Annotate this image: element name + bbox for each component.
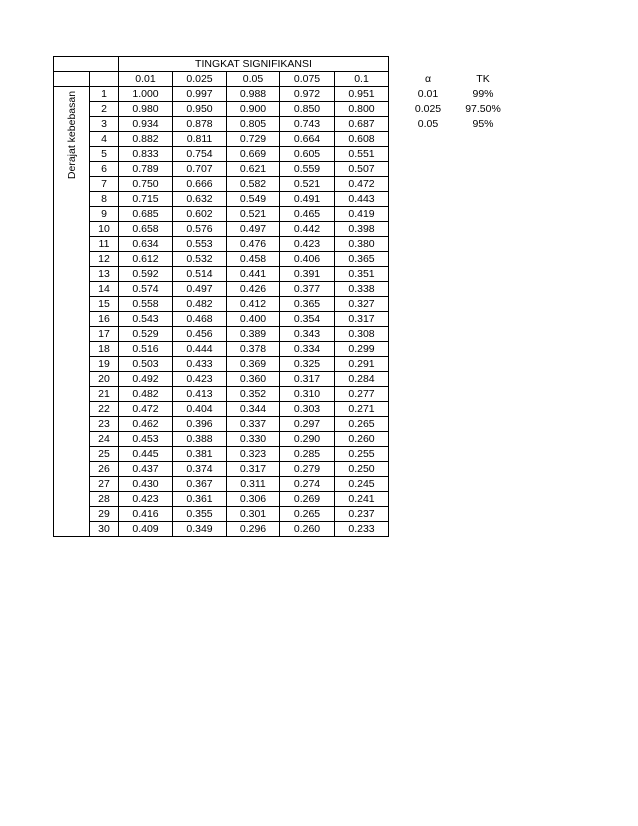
value-cell: 0.299	[335, 342, 389, 357]
value-cell: 0.789	[119, 162, 173, 177]
value-cell: 0.529	[119, 327, 173, 342]
alpha-header: α	[424, 73, 432, 85]
df-cell: 15	[90, 297, 119, 312]
value-cell: 0.241	[335, 492, 389, 507]
table-row	[54, 492, 389, 507]
value-cell: 0.497	[173, 282, 227, 297]
value-cell: 0.423	[280, 237, 335, 252]
significance-table	[53, 56, 389, 537]
value-cell: 0.354	[280, 312, 335, 327]
value-cell: 0.327	[335, 297, 389, 312]
value-cell: 0.296	[227, 522, 280, 537]
df-cell: 27	[90, 477, 119, 492]
value-cell: 0.301	[227, 507, 280, 522]
table-row	[54, 462, 389, 477]
df-cell: 29	[90, 507, 119, 522]
value-cell: 0.365	[280, 297, 335, 312]
value-cell: 0.516	[119, 342, 173, 357]
df-cell: 17	[90, 327, 119, 342]
table-row	[54, 507, 389, 522]
value-cell: 0.338	[335, 282, 389, 297]
value-cell: 0.472	[119, 402, 173, 417]
table-row	[54, 177, 389, 192]
value-cell: 0.453	[119, 432, 173, 447]
value-cell: 0.269	[280, 492, 335, 507]
value-cell: 0.271	[335, 402, 389, 417]
value-cell: 0.423	[173, 372, 227, 387]
df-cell: 7	[90, 177, 119, 192]
tk-value: 97.50%	[465, 103, 501, 115]
value-cell: 0.664	[280, 132, 335, 147]
value-cell: 0.634	[119, 237, 173, 252]
value-cell: 0.291	[335, 357, 389, 372]
value-cell: 0.400	[227, 312, 280, 327]
value-cell: 0.850	[280, 102, 335, 117]
value-cell: 0.988	[227, 87, 280, 102]
df-cell: 6	[90, 162, 119, 177]
value-cell: 0.279	[280, 462, 335, 477]
df-cell: 18	[90, 342, 119, 357]
value-cell: 0.462	[119, 417, 173, 432]
value-cell: 0.456	[173, 327, 227, 342]
value-cell: 0.355	[173, 507, 227, 522]
column-header: 0.05	[227, 72, 280, 87]
value-cell: 0.337	[227, 417, 280, 432]
df-cell: 25	[90, 447, 119, 462]
alpha-value: 0.025	[414, 103, 442, 115]
table-row	[54, 312, 389, 327]
value-cell: 0.605	[280, 147, 335, 162]
table-row	[54, 162, 389, 177]
value-cell: 0.426	[227, 282, 280, 297]
tk-value: 99%	[472, 88, 494, 100]
value-cell: 0.260	[280, 522, 335, 537]
confidence-table	[405, 72, 515, 132]
value-cell: 0.317	[227, 462, 280, 477]
value-cell: 0.612	[119, 252, 173, 267]
tk-value: 95%	[472, 118, 494, 130]
value-cell: 1.000	[119, 87, 173, 102]
value-cell: 0.444	[173, 342, 227, 357]
value-cell: 0.602	[173, 207, 227, 222]
value-cell: 0.805	[227, 117, 280, 132]
value-cell: 0.381	[173, 447, 227, 462]
table-row	[54, 477, 389, 492]
df-cell: 5	[90, 147, 119, 162]
value-cell: 0.951	[335, 87, 389, 102]
table-row	[54, 387, 389, 402]
table-row	[54, 522, 389, 537]
df-cell: 22	[90, 402, 119, 417]
value-cell: 0.800	[335, 102, 389, 117]
table-row	[54, 342, 389, 357]
value-cell: 0.532	[173, 252, 227, 267]
value-cell: 0.237	[335, 507, 389, 522]
value-cell: 0.666	[173, 177, 227, 192]
df-cell: 16	[90, 312, 119, 327]
value-cell: 0.233	[335, 522, 389, 537]
value-cell: 0.503	[119, 357, 173, 372]
table-row	[54, 357, 389, 372]
value-cell: 0.388	[173, 432, 227, 447]
value-cell: 0.416	[119, 507, 173, 522]
df-cell: 20	[90, 372, 119, 387]
table-row	[54, 102, 389, 117]
alpha-value: 0.05	[417, 118, 439, 130]
value-cell: 0.729	[227, 132, 280, 147]
value-cell: 0.284	[335, 372, 389, 387]
value-cell: 0.433	[173, 357, 227, 372]
value-cell: 0.260	[335, 432, 389, 447]
value-cell: 0.491	[280, 192, 335, 207]
table-title: TINGKAT SIGNIFIKANSI	[119, 57, 389, 72]
value-cell: 0.285	[280, 447, 335, 462]
value-cell: 0.406	[280, 252, 335, 267]
value-cell: 0.576	[173, 222, 227, 237]
value-cell: 0.743	[280, 117, 335, 132]
value-cell: 0.482	[173, 297, 227, 312]
table-row	[54, 372, 389, 387]
value-cell: 0.361	[173, 492, 227, 507]
value-cell: 0.543	[119, 312, 173, 327]
table-row	[54, 252, 389, 267]
df-cell: 8	[90, 192, 119, 207]
blank-cell	[54, 72, 90, 87]
value-cell: 0.980	[119, 102, 173, 117]
value-cell: 0.290	[280, 432, 335, 447]
value-cell: 0.380	[335, 237, 389, 252]
value-cell: 0.365	[335, 252, 389, 267]
blank-cell	[54, 57, 90, 72]
value-cell: 0.592	[119, 267, 173, 282]
value-cell: 0.669	[227, 147, 280, 162]
df-cell: 2	[90, 102, 119, 117]
value-cell: 0.413	[173, 387, 227, 402]
value-cell: 0.472	[335, 177, 389, 192]
blank-cell	[90, 72, 119, 87]
column-header: 0.01	[119, 72, 173, 87]
value-cell: 0.412	[227, 297, 280, 312]
value-cell: 0.389	[227, 327, 280, 342]
value-cell: 0.465	[280, 207, 335, 222]
value-cell: 0.507	[335, 162, 389, 177]
table-row	[54, 237, 389, 252]
table-row	[54, 267, 389, 282]
value-cell: 0.754	[173, 147, 227, 162]
value-cell: 0.882	[119, 132, 173, 147]
df-cell: 9	[90, 207, 119, 222]
df-cell: 21	[90, 387, 119, 402]
column-header: 0.075	[280, 72, 335, 87]
df-cell: 11	[90, 237, 119, 252]
value-cell: 0.658	[119, 222, 173, 237]
value-cell: 0.419	[335, 207, 389, 222]
side-header-row	[405, 72, 515, 87]
title-row	[54, 57, 389, 72]
table-row	[54, 297, 389, 312]
value-cell: 0.549	[227, 192, 280, 207]
value-cell: 0.310	[280, 387, 335, 402]
side-row	[405, 87, 515, 102]
value-cell: 0.391	[280, 267, 335, 282]
value-cell: 0.582	[227, 177, 280, 192]
value-cell: 0.325	[280, 357, 335, 372]
value-cell: 0.274	[280, 477, 335, 492]
table-row	[54, 282, 389, 297]
df-cell: 3	[90, 117, 119, 132]
df-cell: 28	[90, 492, 119, 507]
value-cell: 0.608	[335, 132, 389, 147]
value-cell: 0.715	[119, 192, 173, 207]
df-cell: 14	[90, 282, 119, 297]
table-row	[54, 327, 389, 342]
value-cell: 0.334	[280, 342, 335, 357]
table-row	[54, 87, 389, 102]
table-row	[54, 207, 389, 222]
tk-header: TK	[476, 73, 490, 85]
row-group-label-text: Derajat kebebasan	[65, 90, 78, 180]
value-cell: 0.458	[227, 252, 280, 267]
value-cell: 0.255	[335, 447, 389, 462]
value-cell: 0.374	[173, 462, 227, 477]
value-cell: 0.492	[119, 372, 173, 387]
value-cell: 0.344	[227, 402, 280, 417]
value-cell: 0.574	[119, 282, 173, 297]
df-cell: 24	[90, 432, 119, 447]
value-cell: 0.997	[173, 87, 227, 102]
value-cell: 0.245	[335, 477, 389, 492]
value-cell: 0.476	[227, 237, 280, 252]
value-cell: 0.265	[335, 417, 389, 432]
value-cell: 0.482	[119, 387, 173, 402]
table-row	[54, 132, 389, 147]
blank-cell	[90, 57, 119, 72]
value-cell: 0.972	[280, 87, 335, 102]
value-cell: 0.352	[227, 387, 280, 402]
value-cell: 0.317	[335, 312, 389, 327]
value-cell: 0.468	[173, 312, 227, 327]
value-cell: 0.360	[227, 372, 280, 387]
value-cell: 0.409	[119, 522, 173, 537]
df-cell: 23	[90, 417, 119, 432]
value-cell: 0.442	[280, 222, 335, 237]
value-cell: 0.308	[335, 327, 389, 342]
table-row	[54, 447, 389, 462]
table-row	[54, 147, 389, 162]
value-cell: 0.687	[335, 117, 389, 132]
table-row	[54, 432, 389, 447]
df-cell: 12	[90, 252, 119, 267]
value-cell: 0.277	[335, 387, 389, 402]
column-header: 0.025	[173, 72, 227, 87]
value-cell: 0.514	[173, 267, 227, 282]
value-cell: 0.437	[119, 462, 173, 477]
value-cell: 0.250	[335, 462, 389, 477]
value-cell: 0.311	[227, 477, 280, 492]
df-cell: 1	[90, 87, 119, 102]
value-cell: 0.811	[173, 132, 227, 147]
value-cell: 0.367	[173, 477, 227, 492]
value-cell: 0.621	[227, 162, 280, 177]
value-cell: 0.306	[227, 492, 280, 507]
table-row	[54, 402, 389, 417]
value-cell: 0.369	[227, 357, 280, 372]
value-cell: 0.351	[335, 267, 389, 282]
value-cell: 0.404	[173, 402, 227, 417]
value-cell: 0.396	[173, 417, 227, 432]
table-row	[54, 417, 389, 432]
value-cell: 0.900	[227, 102, 280, 117]
df-cell: 4	[90, 132, 119, 147]
value-cell: 0.430	[119, 477, 173, 492]
value-cell: 0.443	[335, 192, 389, 207]
value-cell: 0.398	[335, 222, 389, 237]
df-cell: 10	[90, 222, 119, 237]
value-cell: 0.303	[280, 402, 335, 417]
value-cell: 0.878	[173, 117, 227, 132]
value-cell: 0.950	[173, 102, 227, 117]
value-cell: 0.445	[119, 447, 173, 462]
row-group-label	[54, 87, 90, 537]
value-cell: 0.441	[227, 267, 280, 282]
df-cell: 19	[90, 357, 119, 372]
value-cell: 0.349	[173, 522, 227, 537]
value-cell: 0.423	[119, 492, 173, 507]
value-cell: 0.632	[173, 192, 227, 207]
value-cell: 0.707	[173, 162, 227, 177]
value-cell: 0.551	[335, 147, 389, 162]
value-cell: 0.343	[280, 327, 335, 342]
value-cell: 0.750	[119, 177, 173, 192]
table-row	[54, 222, 389, 237]
df-cell: 30	[90, 522, 119, 537]
value-cell: 0.297	[280, 417, 335, 432]
value-cell: 0.553	[173, 237, 227, 252]
value-cell: 0.497	[227, 222, 280, 237]
value-cell: 0.559	[280, 162, 335, 177]
header-row	[54, 72, 389, 87]
value-cell: 0.833	[119, 147, 173, 162]
value-cell: 0.265	[280, 507, 335, 522]
df-cell: 13	[90, 267, 119, 282]
value-cell: 0.323	[227, 447, 280, 462]
df-cell: 26	[90, 462, 119, 477]
value-cell: 0.934	[119, 117, 173, 132]
value-cell: 0.330	[227, 432, 280, 447]
column-header: 0.1	[335, 72, 389, 87]
alpha-value: 0.01	[417, 88, 439, 100]
value-cell: 0.521	[280, 177, 335, 192]
value-cell: 0.317	[280, 372, 335, 387]
value-cell: 0.521	[227, 207, 280, 222]
side-row	[405, 117, 515, 132]
side-row	[405, 102, 515, 117]
table-row	[54, 117, 389, 132]
value-cell: 0.558	[119, 297, 173, 312]
table-row	[54, 192, 389, 207]
value-cell: 0.685	[119, 207, 173, 222]
value-cell: 0.377	[280, 282, 335, 297]
value-cell: 0.378	[227, 342, 280, 357]
